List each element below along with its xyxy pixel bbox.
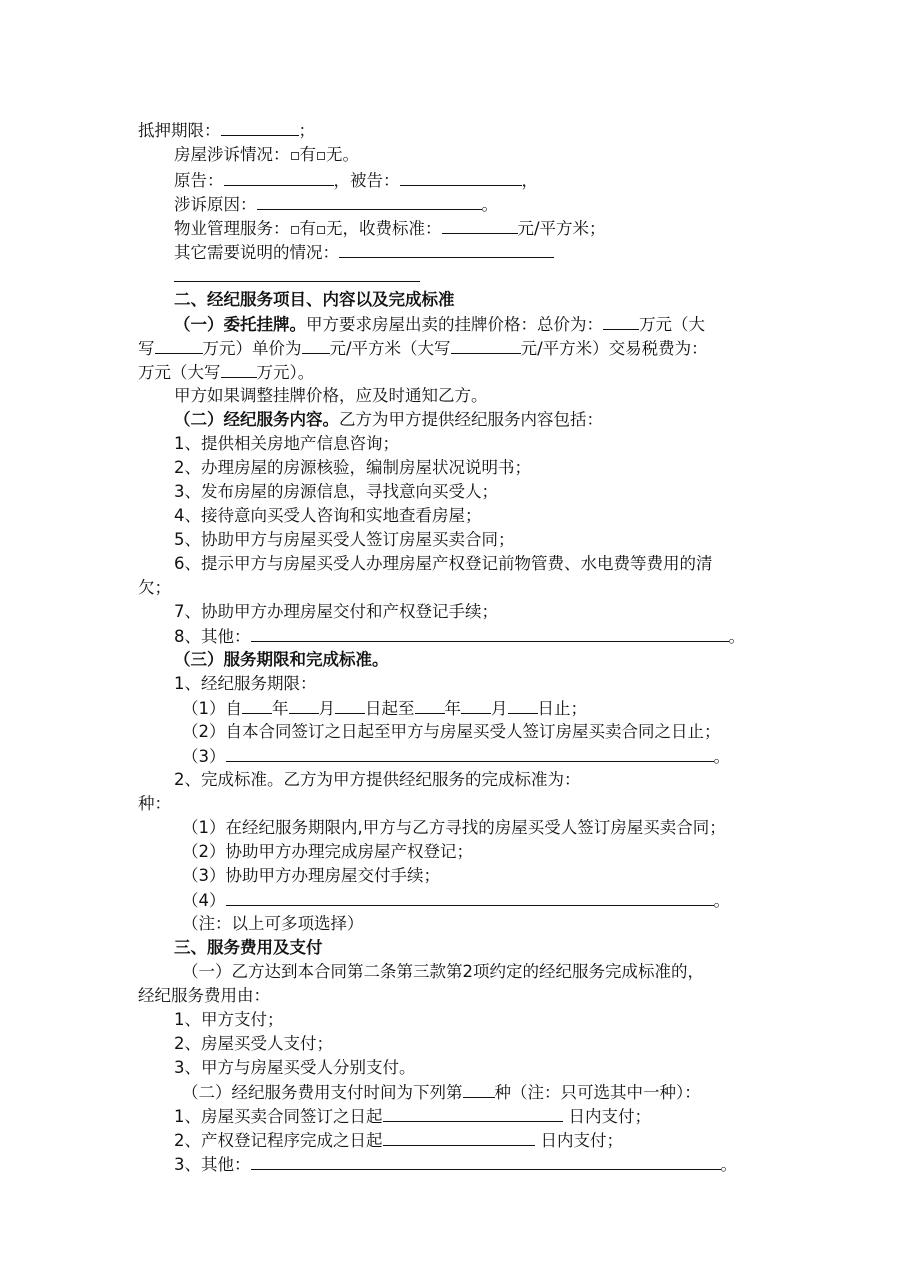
completion-standard-continuation: 种：: [138, 794, 171, 813]
blank-field: [339, 240, 554, 258]
checkbox-icon: [317, 226, 325, 234]
section-3-heading: 三、服务费用及支付: [174, 938, 323, 957]
service-term-label: 1、经纪服务期限：: [174, 674, 317, 693]
completion-standard-line: 2、完成标准。乙方为甲方提供经纪服务的完成标准为：: [174, 770, 581, 789]
payment-option-1: 1、房屋买卖合同签订之日起 日内支付；: [174, 1104, 771, 1128]
service-item-6: 6、提示甲方与房屋买受人办理房屋产权登记前物管费、水电费等费用的清: [174, 554, 713, 573]
litigation-reason-line: 涉诉原因： 。: [174, 192, 771, 216]
service-item-5: 5、协助甲方与房屋买受人签订房屋买卖合同；: [174, 530, 515, 549]
service-item-8: 8、其他： 。: [174, 624, 771, 648]
blank-field: [451, 336, 521, 354]
blank-field: [461, 696, 491, 714]
blank-field: [383, 1104, 563, 1122]
other-notes-continuation: [174, 264, 771, 288]
checkbox-icon: [291, 152, 299, 160]
multi-select-note: （注：以上可多项选择）: [182, 914, 364, 933]
service-item-1: 1、提供相关房地产信息咨询；: [174, 434, 399, 453]
payer-option-2: 2、房屋买受人支付；: [174, 1034, 333, 1053]
payment-option-3: 3、其他： 。: [174, 1152, 771, 1176]
term-option-1: （1）自 年 月 日起至 年 月 日止；: [182, 696, 771, 720]
checkbox-icon: [291, 226, 299, 234]
blank-field: [603, 312, 639, 330]
term-standard-heading: （三）服务期限和完成标准。: [174, 650, 389, 669]
blank-field: [174, 264, 420, 282]
blank-field: [335, 696, 365, 714]
blank-field: [508, 696, 538, 714]
checkbox-icon: [317, 152, 325, 160]
blank-field: [442, 216, 518, 234]
blank-field: [289, 696, 319, 714]
blank-field: [251, 1152, 721, 1170]
service-content-heading: （二）经纪服务内容。乙方为甲方提供经纪服务内容包括：: [174, 410, 603, 429]
term-option-2: （2）自本合同签订之日起至甲方与房屋买受人签订房屋买卖合同之日止；: [182, 722, 721, 741]
blank-field: [383, 1128, 535, 1146]
blank-field: [415, 696, 445, 714]
term-option-3: （3） 。: [182, 744, 771, 768]
mortgage-term-line: 抵押期限： ；: [138, 118, 771, 142]
standard-option-2: （2）协助甲方办理完成房屋产权登记；: [182, 842, 473, 861]
litigation-line: 房屋涉诉情况： 有 无。: [174, 145, 359, 164]
standard-option-3: （3）协助甲方办理房屋交付手续；: [182, 866, 440, 885]
blank-field: [226, 744, 714, 762]
unit-price-line: 写 万元）单价为 元/平方米（大写 元/平方米）交易税费为：: [138, 336, 771, 360]
payer-option-1: 1、甲方支付；: [174, 1010, 284, 1029]
standard-option-4: （4） 。: [182, 888, 771, 912]
blank-field: [251, 624, 729, 642]
section-2-heading: 二、经纪服务项目、内容以及完成标准: [174, 290, 455, 309]
property-mgmt-line: 物业管理服务： 有 无，收费标准： 元/平方米；: [174, 216, 771, 240]
listing-price-line: （一）委托挂牌。甲方要求房屋出卖的挂牌价格：总价为： 万元（大: [174, 312, 771, 336]
blank-field: [242, 696, 272, 714]
blank-field: [155, 336, 203, 354]
service-item-2: 2、办理房屋的房源核验，编制房屋状况说明书；: [174, 458, 531, 477]
payer-option-3: 3、甲方与房屋买受人分别支付。: [174, 1058, 416, 1077]
blank-field: [221, 360, 257, 378]
service-item-3: 3、发布房屋的房源信息，寻找意向买受人；: [174, 482, 498, 501]
service-item-6-continuation: 欠；: [138, 578, 171, 597]
blank-field: [463, 1080, 495, 1098]
tax-line: 万元（大写 万元）。: [138, 360, 771, 384]
plaintiff-defendant-line: 原告： ，被告： ，: [174, 168, 771, 192]
standard-option-1: （1）在经纪服务期限内,甲方与乙方寻找的房屋买受人签订房屋买卖合同；: [182, 818, 726, 837]
service-item-4: 4、接待意向买受人咨询和实地查看房屋；: [174, 506, 482, 525]
blank-field: [226, 888, 714, 906]
blank-field: [400, 168, 522, 186]
other-notes-line: 其它需要说明的情况：: [174, 240, 771, 264]
blank-field: [302, 336, 330, 354]
payment-option-2: 2、产权登记程序完成之日起 日内支付；: [174, 1128, 771, 1152]
fee-payer-line: （一）乙方达到本合同第二条第三款第2项约定的经纪服务完成标准的，: [182, 962, 704, 981]
fee-payer-continuation: 经纪服务费用由：: [138, 986, 270, 1005]
service-item-7: 7、协助甲方办理房屋交付和产权登记手续；: [174, 602, 498, 621]
blank-field: [224, 168, 334, 186]
blank-field: [221, 118, 299, 136]
price-adjust-note: 甲方如果调整挂牌价格，应及时通知乙方。: [174, 386, 488, 405]
payment-time-line: （二）经纪服务费用支付时间为下列第 种（注：只可选其中一种）：: [182, 1080, 771, 1104]
blank-field: [257, 192, 482, 210]
